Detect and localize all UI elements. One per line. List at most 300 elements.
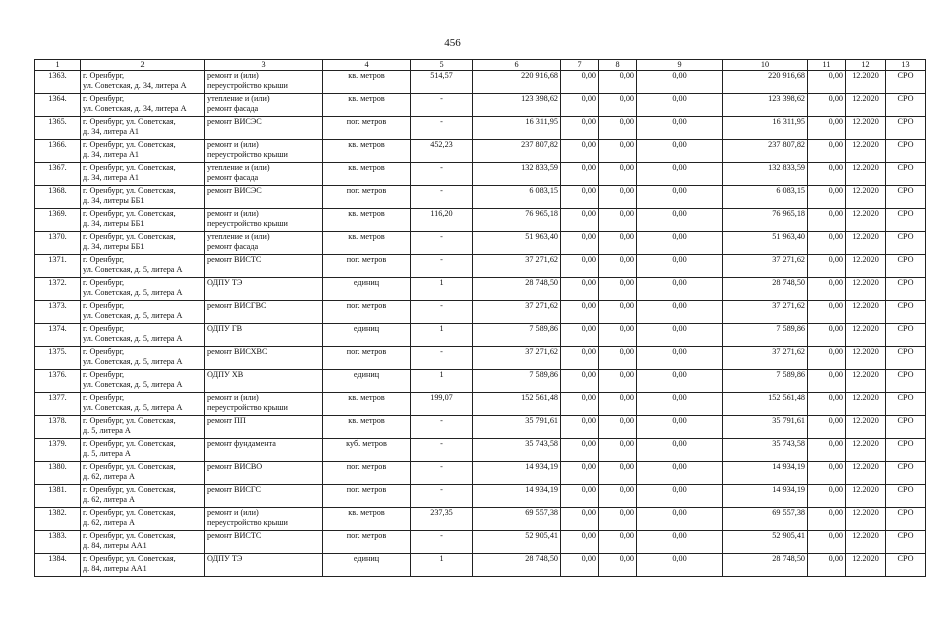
cell-text: 0,00 bbox=[672, 485, 687, 494]
cost-cell bbox=[723, 416, 808, 439]
row-number-cell bbox=[35, 324, 81, 347]
total-cost-cell bbox=[473, 163, 561, 186]
unit-cell bbox=[323, 278, 411, 301]
deadline-cell bbox=[846, 370, 886, 393]
cost-cell bbox=[599, 370, 637, 393]
cell-text: 12.2020 bbox=[852, 209, 879, 218]
cell-text: 0,00 bbox=[828, 347, 843, 356]
cell-text: 0,00 bbox=[672, 462, 687, 471]
address-cell bbox=[81, 439, 205, 462]
cell-text: СРО bbox=[897, 393, 914, 402]
column-header: 12 bbox=[846, 60, 886, 71]
cell-text: 35 743,58 bbox=[772, 439, 805, 448]
table-row bbox=[35, 140, 926, 163]
method-cell bbox=[886, 531, 926, 554]
method-cell bbox=[886, 324, 926, 347]
cell-text: 12.2020 bbox=[852, 531, 879, 540]
cell-text: ул. Советская, д. 5, литера А bbox=[83, 403, 183, 412]
total-cost-cell bbox=[473, 255, 561, 278]
row-number-cell bbox=[35, 393, 81, 416]
cost-cell bbox=[637, 163, 723, 186]
cost-cell bbox=[723, 324, 808, 347]
work-type-cell bbox=[205, 301, 323, 324]
table-row bbox=[35, 324, 926, 347]
cell-text: 0,00 bbox=[581, 531, 596, 540]
cost-cell bbox=[561, 347, 599, 370]
cell-text: 237,35 bbox=[430, 508, 453, 517]
cell-text: 0,00 bbox=[672, 324, 687, 333]
quantity-cell bbox=[411, 94, 473, 117]
cell-text: СРО bbox=[897, 416, 914, 425]
cell-text: пог. метров bbox=[346, 531, 387, 540]
cost-cell bbox=[723, 531, 808, 554]
cost-cell bbox=[599, 347, 637, 370]
quantity-cell bbox=[411, 393, 473, 416]
unit-cell bbox=[323, 508, 411, 531]
quantity-cell bbox=[411, 531, 473, 554]
cell-text: д. 34, литеры ББ1 bbox=[83, 242, 145, 251]
cell-text: ремонт ПП bbox=[207, 416, 246, 425]
cell-text: 14 934,19 bbox=[525, 485, 558, 494]
cell-text: 12.2020 bbox=[852, 370, 879, 379]
cell-text: г. Оренбург, bbox=[83, 347, 125, 356]
cell-text: 12.2020 bbox=[852, 140, 879, 149]
cost-cell bbox=[808, 186, 846, 209]
work-type-cell bbox=[205, 71, 323, 94]
cell-text: кв. метров bbox=[348, 140, 385, 149]
total-cost-cell bbox=[473, 117, 561, 140]
cell-text: 69 557,38 bbox=[525, 508, 558, 517]
cost-cell bbox=[808, 416, 846, 439]
cost-cell bbox=[637, 393, 723, 416]
cell-text: пог. метров bbox=[346, 347, 387, 356]
cell-text: 1373. bbox=[48, 301, 67, 310]
work-type-cell bbox=[205, 347, 323, 370]
cost-cell bbox=[599, 416, 637, 439]
cost-cell bbox=[637, 347, 723, 370]
cell-text: 0,00 bbox=[828, 117, 843, 126]
cell-text: г. Оренбург, ул. Советская, bbox=[83, 485, 176, 494]
row-number-cell bbox=[35, 347, 81, 370]
cell-text: 12.2020 bbox=[852, 485, 879, 494]
deadline-cell bbox=[846, 462, 886, 485]
cell-text: 12.2020 bbox=[852, 232, 879, 241]
cost-cell bbox=[637, 531, 723, 554]
work-type-cell bbox=[205, 416, 323, 439]
cell-text: 0,00 bbox=[619, 186, 634, 195]
cell-text: 37 271,62 bbox=[772, 255, 805, 264]
cell-text: г. Оренбург, ул. Советская, bbox=[83, 508, 176, 517]
page-number: 456 bbox=[444, 37, 461, 49]
cell-text: д. 34, литера А1 bbox=[83, 173, 140, 182]
cell-text: 0,00 bbox=[581, 370, 596, 379]
quantity-cell bbox=[411, 347, 473, 370]
cost-cell bbox=[599, 140, 637, 163]
cell-text: ремонт фундамента bbox=[207, 439, 276, 448]
cell-text: г. Оренбург, bbox=[83, 324, 125, 333]
cell-text: 28 748,50 bbox=[772, 554, 805, 563]
cell-text: ремонт и (или) bbox=[207, 508, 259, 517]
cell-text: 0,00 bbox=[672, 278, 687, 287]
table-row bbox=[35, 439, 926, 462]
cell-text: 0,00 bbox=[828, 462, 843, 471]
table-row bbox=[35, 301, 926, 324]
method-cell bbox=[886, 209, 926, 232]
cost-cell bbox=[723, 71, 808, 94]
register-table bbox=[34, 59, 926, 577]
cell-text: 0,00 bbox=[581, 163, 596, 172]
cell-text: 1364. bbox=[48, 94, 67, 103]
total-cost-cell bbox=[473, 393, 561, 416]
quantity-cell bbox=[411, 117, 473, 140]
cell-text: 1370. bbox=[48, 232, 67, 241]
cost-cell bbox=[637, 301, 723, 324]
cell-text: СРО bbox=[897, 278, 914, 287]
cell-text: 0,00 bbox=[828, 508, 843, 517]
cell-text: 0,00 bbox=[672, 439, 687, 448]
cell-text: 28 748,50 bbox=[525, 554, 558, 563]
cell-text: 0,00 bbox=[672, 255, 687, 264]
cost-cell bbox=[599, 324, 637, 347]
cost-cell bbox=[637, 278, 723, 301]
address-cell bbox=[81, 255, 205, 278]
quantity-cell bbox=[411, 186, 473, 209]
cell-text: 220 916,68 bbox=[768, 71, 805, 80]
row-number-cell bbox=[35, 531, 81, 554]
cost-cell bbox=[637, 370, 723, 393]
unit-cell bbox=[323, 140, 411, 163]
cell-text: переустройство крыши bbox=[207, 219, 288, 228]
cell-text: 132 833,59 bbox=[521, 163, 558, 172]
address-cell bbox=[81, 163, 205, 186]
cell-text: единиц bbox=[353, 554, 380, 563]
cell-text: 0,00 bbox=[828, 209, 843, 218]
method-cell bbox=[886, 462, 926, 485]
cell-text: ОДПУ ХВ bbox=[207, 370, 244, 379]
deadline-cell bbox=[846, 186, 886, 209]
row-number-cell bbox=[35, 301, 81, 324]
column-header: 4 bbox=[323, 60, 411, 71]
table-row bbox=[35, 94, 926, 117]
address-cell bbox=[81, 117, 205, 140]
deadline-cell bbox=[846, 347, 886, 370]
cost-cell bbox=[637, 117, 723, 140]
cell-text: г. Оренбург, ул. Советская, bbox=[83, 531, 176, 540]
cell-text: 0,00 bbox=[828, 255, 843, 264]
cell-text: 0,00 bbox=[828, 439, 843, 448]
cell-text: ремонт и (или) bbox=[207, 71, 259, 80]
cell-text: 1366. bbox=[48, 140, 67, 149]
cell-text: ремонт ВИСЭС bbox=[207, 117, 262, 126]
cell-text: ул. Советская, д. 34, литера А bbox=[83, 81, 187, 90]
unit-cell bbox=[323, 232, 411, 255]
cost-cell bbox=[637, 508, 723, 531]
cell-text: единиц bbox=[353, 370, 380, 379]
cell-text: 51 963,40 bbox=[525, 232, 558, 241]
total-cost-cell bbox=[473, 186, 561, 209]
cell-text: 152 561,48 bbox=[521, 393, 558, 402]
cell-text: пог. метров bbox=[346, 301, 387, 310]
cost-cell bbox=[561, 508, 599, 531]
cell-text: ул. Советская, д. 5, литера А bbox=[83, 311, 183, 320]
cell-text: 37 271,62 bbox=[772, 301, 805, 310]
cell-text: 0,00 bbox=[581, 209, 596, 218]
unit-cell bbox=[323, 163, 411, 186]
cell-text: 0,00 bbox=[828, 393, 843, 402]
cell-text: 0,00 bbox=[581, 439, 596, 448]
column-number-row bbox=[35, 60, 926, 71]
cell-text: 0,00 bbox=[619, 209, 634, 218]
cell-text: 12.2020 bbox=[852, 163, 879, 172]
cell-text: 0,00 bbox=[828, 554, 843, 563]
cell-text: 0,00 bbox=[828, 301, 843, 310]
cell-text: - bbox=[440, 232, 443, 241]
quantity-cell bbox=[411, 140, 473, 163]
cell-text: СРО bbox=[897, 508, 914, 517]
cell-text: кв. метров bbox=[348, 71, 385, 80]
cell-text: СРО bbox=[897, 232, 914, 241]
cell-text: 1368. bbox=[48, 186, 67, 195]
deadline-cell bbox=[846, 255, 886, 278]
cell-text: 1365. bbox=[48, 117, 67, 126]
cost-cell bbox=[637, 94, 723, 117]
cell-text: 0,00 bbox=[672, 94, 687, 103]
cell-text: куб. метров bbox=[346, 439, 387, 448]
cost-cell bbox=[723, 370, 808, 393]
column-header: 9 bbox=[637, 60, 723, 71]
cell-text: 28 748,50 bbox=[772, 278, 805, 287]
cell-text: ремонт ВИСГС bbox=[207, 485, 261, 494]
cell-text: 0,00 bbox=[581, 347, 596, 356]
deadline-cell bbox=[846, 94, 886, 117]
cost-cell bbox=[723, 209, 808, 232]
row-number-cell bbox=[35, 416, 81, 439]
method-cell bbox=[886, 278, 926, 301]
cell-text: СРО bbox=[897, 554, 914, 563]
cell-text: 14 934,19 bbox=[525, 462, 558, 471]
cell-text: переустройство крыши bbox=[207, 150, 288, 159]
method-cell bbox=[886, 186, 926, 209]
cell-text: 6 083,15 bbox=[776, 186, 805, 195]
cost-cell bbox=[808, 485, 846, 508]
cost-cell bbox=[599, 393, 637, 416]
column-header: 5 bbox=[411, 60, 473, 71]
work-type-cell bbox=[205, 209, 323, 232]
column-header: 6 bbox=[473, 60, 561, 71]
cell-text: 37 271,62 bbox=[525, 301, 558, 310]
cost-cell bbox=[637, 71, 723, 94]
cost-cell bbox=[599, 186, 637, 209]
cell-text: 52 905,41 bbox=[525, 531, 558, 540]
work-type-cell bbox=[205, 462, 323, 485]
cell-text: 0,00 bbox=[619, 255, 634, 264]
cost-cell bbox=[808, 94, 846, 117]
cell-text: г. Оренбург, bbox=[83, 301, 125, 310]
cell-text: 237 807,82 bbox=[768, 140, 805, 149]
address-cell bbox=[81, 370, 205, 393]
deadline-cell bbox=[846, 71, 886, 94]
cost-cell bbox=[637, 140, 723, 163]
method-cell bbox=[886, 163, 926, 186]
row-number-cell bbox=[35, 439, 81, 462]
cell-text: 6 083,15 bbox=[529, 186, 558, 195]
cell-text: СРО bbox=[897, 186, 914, 195]
cost-cell bbox=[637, 554, 723, 577]
cost-cell bbox=[723, 301, 808, 324]
method-cell bbox=[886, 71, 926, 94]
cell-text: 7 589,86 bbox=[529, 370, 558, 379]
cell-text: 1367. bbox=[48, 163, 67, 172]
total-cost-cell bbox=[473, 485, 561, 508]
method-cell bbox=[886, 255, 926, 278]
cell-text: СРО bbox=[897, 140, 914, 149]
unit-cell bbox=[323, 554, 411, 577]
cell-text: 12.2020 bbox=[852, 439, 879, 448]
cost-cell bbox=[723, 94, 808, 117]
cell-text: ремонт фасада bbox=[207, 173, 259, 182]
cell-text: 0,00 bbox=[581, 416, 596, 425]
cell-text: 0,00 bbox=[581, 301, 596, 310]
deadline-cell bbox=[846, 508, 886, 531]
cell-text: ремонт ВИСТС bbox=[207, 531, 262, 540]
cost-cell bbox=[808, 324, 846, 347]
row-number-cell bbox=[35, 117, 81, 140]
unit-cell bbox=[323, 416, 411, 439]
cell-text: 37 271,62 bbox=[525, 255, 558, 264]
cell-text: 116,20 bbox=[430, 209, 453, 218]
cost-cell bbox=[599, 554, 637, 577]
cell-text: 76 965,18 bbox=[772, 209, 805, 218]
cell-text: СРО bbox=[897, 485, 914, 494]
method-cell bbox=[886, 140, 926, 163]
cost-cell bbox=[561, 439, 599, 462]
cell-text: 0,00 bbox=[619, 531, 634, 540]
table-row bbox=[35, 163, 926, 186]
total-cost-cell bbox=[473, 94, 561, 117]
cost-cell bbox=[808, 140, 846, 163]
cell-text: 14 934,19 bbox=[772, 485, 805, 494]
cost-cell bbox=[808, 163, 846, 186]
cell-text: д. 34, литера А1 bbox=[83, 150, 140, 159]
table-row bbox=[35, 554, 926, 577]
cell-text: г. Оренбург, ул. Советская, bbox=[83, 209, 176, 218]
deadline-cell bbox=[846, 439, 886, 462]
cell-text: - bbox=[440, 531, 443, 540]
cost-cell bbox=[561, 531, 599, 554]
quantity-cell bbox=[411, 508, 473, 531]
cell-text: 0,00 bbox=[828, 370, 843, 379]
cell-text: 452,23 bbox=[430, 140, 453, 149]
cell-text: 0,00 bbox=[619, 117, 634, 126]
cost-cell bbox=[637, 255, 723, 278]
cell-text: 12.2020 bbox=[852, 508, 879, 517]
cost-cell bbox=[723, 462, 808, 485]
cell-text: 0,00 bbox=[581, 278, 596, 287]
cell-text: 0,00 bbox=[619, 140, 634, 149]
cell-text: 12.2020 bbox=[852, 416, 879, 425]
cell-text: 0,00 bbox=[672, 163, 687, 172]
work-type-cell bbox=[205, 370, 323, 393]
total-cost-cell bbox=[473, 324, 561, 347]
method-cell bbox=[886, 94, 926, 117]
cost-cell bbox=[561, 554, 599, 577]
cell-text: д. 5, литера А bbox=[83, 426, 131, 435]
deadline-cell bbox=[846, 531, 886, 554]
cell-text: 12.2020 bbox=[852, 462, 879, 471]
cell-text: 1 bbox=[439, 278, 444, 287]
cell-text: утепление и (или) bbox=[207, 232, 270, 241]
column-header: 7 bbox=[561, 60, 599, 71]
cell-text: г. Оренбург, ул. Советская, bbox=[83, 117, 176, 126]
table-row bbox=[35, 370, 926, 393]
address-cell bbox=[81, 462, 205, 485]
cell-text: 0,00 bbox=[828, 140, 843, 149]
total-cost-cell bbox=[473, 508, 561, 531]
cost-cell bbox=[723, 508, 808, 531]
cost-cell bbox=[723, 163, 808, 186]
cell-text: г. Оренбург, ул. Советская, bbox=[83, 416, 176, 425]
cost-cell bbox=[561, 94, 599, 117]
cell-text: 0,00 bbox=[828, 485, 843, 494]
table-row bbox=[35, 117, 926, 140]
cell-text: 0,00 bbox=[581, 485, 596, 494]
cell-text: 1383. bbox=[48, 531, 67, 540]
quantity-cell bbox=[411, 416, 473, 439]
cell-text: 0,00 bbox=[672, 301, 687, 310]
cell-text: СРО bbox=[897, 462, 914, 471]
quantity-cell bbox=[411, 255, 473, 278]
cost-cell bbox=[723, 232, 808, 255]
row-number-cell bbox=[35, 94, 81, 117]
cell-text: 1372. bbox=[48, 278, 67, 287]
method-cell bbox=[886, 439, 926, 462]
cost-cell bbox=[637, 416, 723, 439]
row-number-cell bbox=[35, 140, 81, 163]
cell-text: 0,00 bbox=[828, 416, 843, 425]
cost-cell bbox=[723, 554, 808, 577]
cell-text: г. Оренбург, bbox=[83, 393, 125, 402]
cell-text: 0,00 bbox=[672, 186, 687, 195]
quantity-cell bbox=[411, 370, 473, 393]
cell-text: 7 589,86 bbox=[776, 370, 805, 379]
cost-cell bbox=[808, 531, 846, 554]
cost-cell bbox=[808, 554, 846, 577]
cell-text: ремонт и (или) bbox=[207, 393, 259, 402]
deadline-cell bbox=[846, 416, 886, 439]
cell-text: кв. метров bbox=[348, 393, 385, 402]
method-cell bbox=[886, 485, 926, 508]
cell-text: 0,00 bbox=[672, 232, 687, 241]
cell-text: - bbox=[440, 117, 443, 126]
cell-text: кв. метров bbox=[348, 209, 385, 218]
cell-text: СРО bbox=[897, 117, 914, 126]
row-number-cell bbox=[35, 554, 81, 577]
work-type-cell bbox=[205, 94, 323, 117]
cell-text: СРО bbox=[897, 163, 914, 172]
cost-cell bbox=[808, 71, 846, 94]
work-type-cell bbox=[205, 186, 323, 209]
cell-text: 0,00 bbox=[581, 140, 596, 149]
cell-text: единиц bbox=[353, 278, 380, 287]
unit-cell bbox=[323, 531, 411, 554]
cost-cell bbox=[599, 255, 637, 278]
cell-text: 0,00 bbox=[581, 71, 596, 80]
cell-text: 0,00 bbox=[581, 462, 596, 471]
cell-text: 1380. bbox=[48, 462, 67, 471]
cell-text: 0,00 bbox=[619, 278, 634, 287]
cell-text: 0,00 bbox=[619, 370, 634, 379]
cell-text: переустройство крыши bbox=[207, 403, 288, 412]
